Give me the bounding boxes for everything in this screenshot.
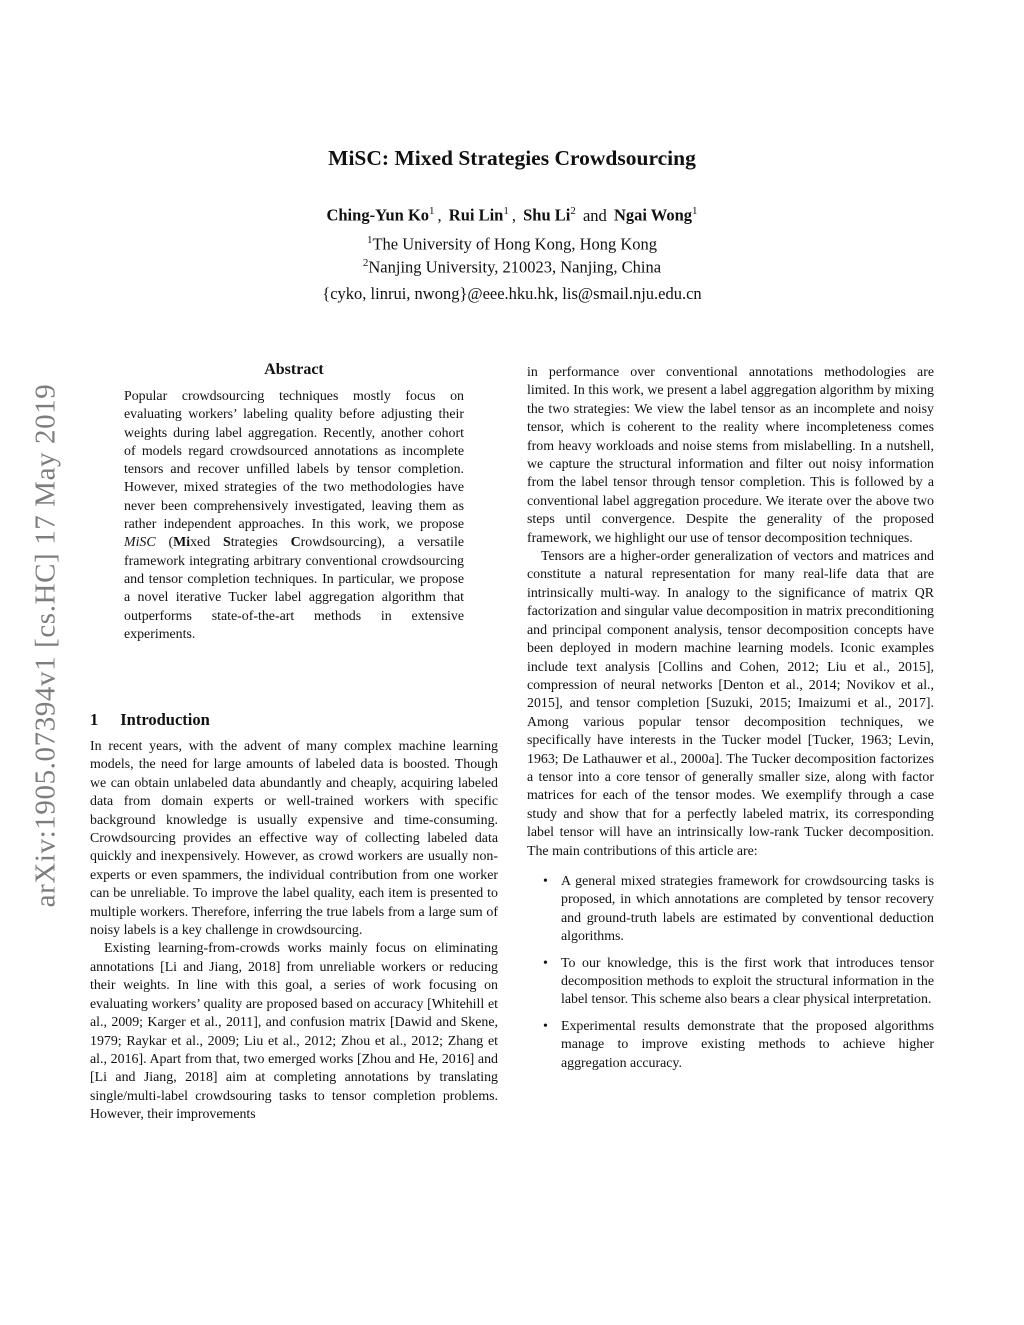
author-affil-mark: 1: [429, 205, 435, 217]
authors-and: and: [582, 205, 607, 225]
paper-title: MiSC: Mixed Strategies Crowdsourcing: [328, 146, 696, 170]
arxiv-id: arXiv:1905.07394v1 [cs.HC] 17 May 2019: [29, 383, 62, 907]
list-item: [527, 1018, 934, 1073]
acronym-rest: trategies: [230, 535, 291, 551]
body-paragraph: in performance over conventional annotations methodologies are limited. In this work, we present a label aggregation algorithm by mixing the two strategies: We view the label tensor as an incomplete and noisy tensor, which is coherent to the reality where incompleteness comes from heavy workloads and noise stems from mislabelling. In a nutshell, we capture the structural information and filter out noisy information from the label tensor through tensor completion. This is followed by a conventional label aggregation procedure. We iterate over the above two steps until convergence. Despite the generality of the proposed framework, we highlight our use of tensor decomposition techniques.: [527, 365, 934, 546]
author-name: Ngai Wong: [613, 205, 693, 225]
section-heading: [90, 710, 210, 730]
body-paragraph: Tensors are a higher-order generalization of vectors and matrices and constitute a natural representation for many real-life data that are intrinsically multi-way. In analogy to the significance of matrix QR factorization and singular value decomposition in matrix preconditioning and principal component analysis, tensor decomposition concepts have been deployed in modern machine learning models. Iconic examples include text analysis [Collins and Cohen, 2012; Liu et al., 2015], compression of neural networks [Denton et al., 2014; Novikov et al., 2015], and tensor completion [Suzuki, 2015; Imaizumi et al., 2017]. Among various popular tensor decomposition techniques, we specifically have interests in the Tucker model [Tucker, 1963; Levin, 1963; De Lathauwer et al., 2000a]. The Tucker decomposition factorizes a tensor into a core tensor of generally smaller size, along with factor matrices for each of the tensor modes. We exemplify through a case study and show that for a perfectly labeled matrix, its corresponding label tensor will have an intrinsically low-rank Tucker decomposition. The main contributions of this article are:: [527, 549, 934, 859]
author-name: Ching-Yun Ko: [326, 205, 430, 225]
author-affil-mark: 1: [692, 205, 698, 217]
affiliation-text: The University of Hong Kong, Hong Kong: [372, 234, 658, 254]
method-name: MiSC: [124, 535, 156, 551]
bullet-icon: •: [543, 1018, 548, 1034]
arxiv-stamp: [16, 345, 76, 945]
bullet-icon: •: [543, 873, 548, 889]
contribution-list: [527, 873, 934, 1073]
list-item-text: A general mixed strategies framework for crowdsourcing tasks is proposed, in which annotations are completed by tensor recovery and ground-truth labels are estimated by conventional deduction algorithms.: [561, 873, 934, 945]
author-affil-mark: 2: [570, 205, 576, 217]
acronym-rest: xed: [190, 535, 223, 551]
section-title: Introduction: [120, 710, 210, 729]
affiliation: [0, 257, 1024, 278]
author-list: Ching-Yun Ko$^1$ , Rui Lin$^1$ , Shu Li$^2$ and Ngai Wong$^1$: [326, 205, 698, 225]
affiliation: [0, 234, 1024, 255]
acronym-letter: S: [222, 535, 231, 551]
affiliation-text: Nanjing University, 210023, Nanjing, China: [368, 257, 662, 277]
acronym-letter: Mi: [173, 535, 191, 551]
abstract-body: Popular crowdsourcing techniques mostly focus on evaluating workers’ labeling quality before adjusting their weights during label aggregation. Recently, another cohort of models regard crowdsourced annotations as incomplete tensors and recover unfilled labels by tensor completion. However, mixed strategies of the two methodologies have never been comprehensively investigated, leaving them as rather independent approaches. In this work, we propose MiSC (Mixed Strategies Crowdsourcing), a versatile framework integrating arbitrary conventional crowdsourcing and tensor completion techniques. In particular, we propose a novel iterative Tucker label aggregation algorithm that outperforms state-of-the-art methods in extensive experiments.: [124, 389, 464, 642]
author-emails: {cyko, linrui, nwong}@eee.hku.hk, lis@smail.nju.edu.cn: [322, 284, 702, 303]
author-name: Rui Lin: [448, 205, 504, 225]
affiliation-mark: 2: [362, 257, 369, 269]
intro-paragraph: In recent years, with the advent of many complex machine learning models, the need for large amounts of labeled data is boosted. Though we can obtain unlabeled data abundantly and cheaply, acquiring labeled data from domain experts or well-trained workers with specific background knowledge is usually expensive and time-consuming. Crowdsourcing provides an effective way of collecting labeled data quickly and inexpensively. However, as crowd workers are usually non-experts or even spammers, the individual contribution from one worker can be unreliable. To improve the label quality, each item is presented to multiple workers. Therefore, inferring the true labels from a large sum of noisy labels is a key challenge in crowdsourcing.: [90, 739, 498, 939]
list-item-text: Experimental results demonstrate that the proposed algorithms manage to improve existing methods to achieve higher aggregation accuracy.: [561, 1018, 934, 1071]
affiliation-mark: 1: [366, 234, 373, 246]
list-item: [527, 873, 934, 947]
bullet-icon: •: [543, 955, 548, 971]
abstract-heading: Abstract: [264, 361, 324, 378]
author-name: Shu Li: [523, 205, 571, 225]
right-column: [527, 364, 934, 1081]
acronym-letter: C: [290, 535, 301, 551]
list-item-text: To our knowledge, this is the first work that introduces tensor decomposition methods to exploit the structural information in the label tensor. This scheme also bears a clear physical interpretation.: [561, 955, 934, 1008]
abstract-text: ), a versatile framework integrating arbitrary conventional crowdsourcing and tensor completion techniques. In particular, we propose a novel iterative Tucker label aggregation algorithm that outperforms state-of-the-art methods in extensive experiments.: [124, 535, 464, 642]
list-item: [527, 955, 934, 1010]
abstract-text: Popular crowdsourcing techniques mostly focus on evaluating workers’ labeling quality before adjusting their weights during label aggregation. Recently, another cohort of models regard crowdsourced annotations as incomplete tensors and recover unfilled labels by tensor completion. However, mixed strategies of the two methodologies have never been comprehensively investigated, leaving them as rather independent approaches. In this work, we propose: [124, 389, 464, 533]
intro-paragraph: Existing learning-from-crowds works mainly focus on eliminating annotations [Li and Jiang, 2018] from unreliable workers or reducing their weights. In line with this goal, a series of work focusing on evaluating workers’ quality are proposed based on accuracy [Whitehill et al., 2009; Karger et al., 2011], and confusion matrix [Dawid and Skene, 1979; Raykar et al., 2009; Liu et al., 2012; Zhou et al., 2012; Zhang et al., 2016]. Apart from that, two emerged works [Zhou and He, 2016] and [Li and Jiang, 2018] aim at completing annotations by translating single/multi-label crowdsouring tasks to tensor completion problems. However, their improvements: [90, 941, 498, 1123]
acronym-rest: rowdsourcing: [300, 535, 378, 551]
left-column: [90, 738, 498, 1125]
section-number: 1: [90, 710, 99, 729]
author-affil-mark: 1: [503, 205, 509, 217]
